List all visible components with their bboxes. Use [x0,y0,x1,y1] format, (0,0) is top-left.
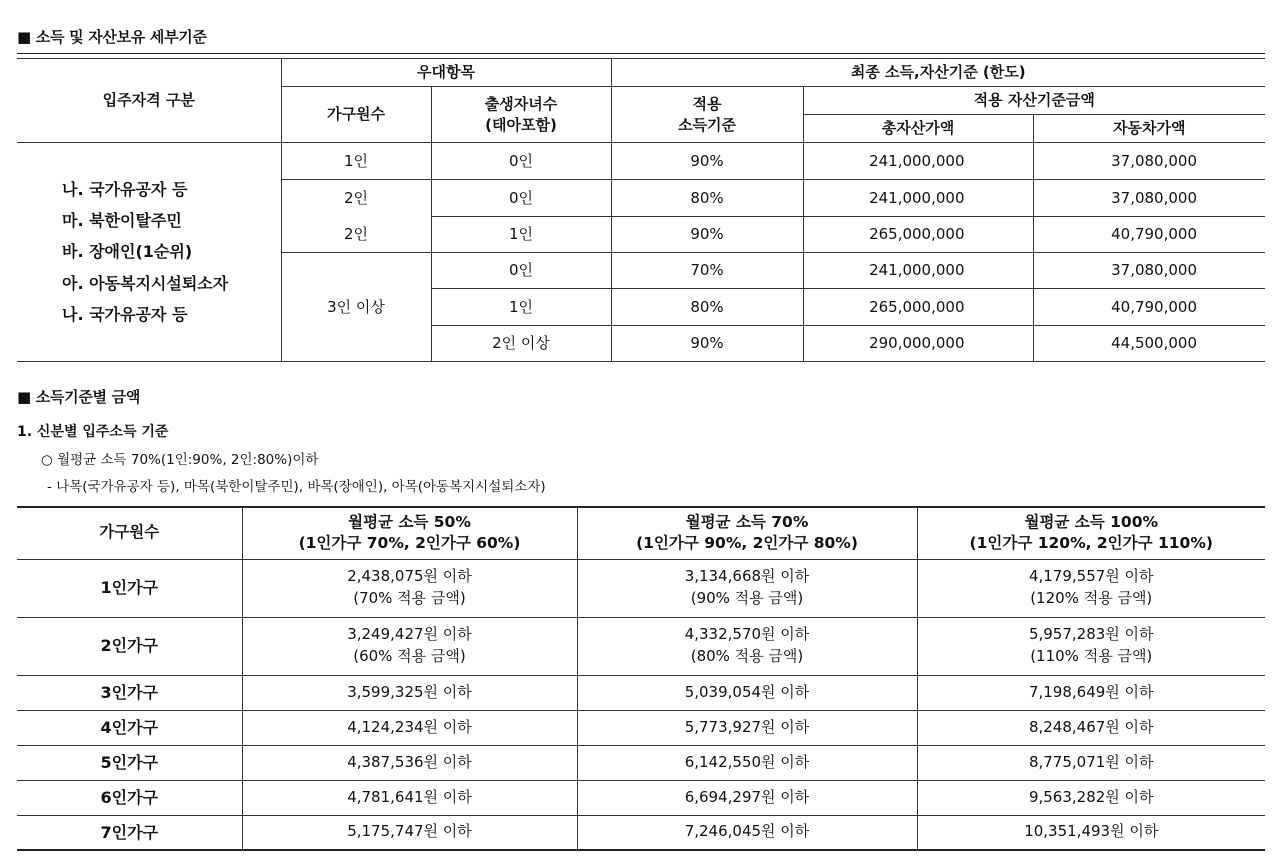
amount-note: (120% 적용 금액) [1030,589,1153,607]
header-qualification: 입주자격 구분 [17,59,281,143]
children-cell: 1인 [431,217,611,253]
document [17,18,1265,856]
income-50-cell: 4,781,641원 이하 [242,780,577,815]
income-100-cell: 7,198,649원 이하 [917,675,1265,710]
income-100-cell [917,559,1265,617]
category-item: 아. 아동복지시설퇴소자 [62,273,229,293]
total-assets-cell: 265,000,000 [803,217,1033,253]
children-cell: 0인 [431,180,611,217]
car-value-cell: 44,500,000 [1033,326,1265,362]
children-cell: 0인 [431,143,611,180]
total-assets-cell: 290,000,000 [803,326,1033,362]
income-70-cell: 5,039,054원 이하 [577,675,917,710]
household-cell: 2인 [281,180,431,217]
children-cell: 0인 [431,253,611,289]
header-car-value: 자동차가액 [1033,115,1265,143]
row-label: 2인가구 [17,617,242,675]
income-70-cell: 6,142,550원 이하 [577,745,917,780]
income-50-cell: 4,387,536원 이하 [242,745,577,780]
section2-title: ■ 소득기준별 금액 [17,388,141,406]
children-cell: 1인 [431,289,611,326]
header-income-100-line1: 월평균 소득 100% [1024,512,1159,531]
income-cell: 80% [611,180,803,217]
header-income-50-line2: (1인가구 70%, 2인가구 60%) [298,534,521,553]
household-cell: 3인 이상 [281,253,431,362]
household-cell: 2인 [281,217,431,253]
row-label: 4인가구 [17,710,242,745]
header-household: 가구원수 [281,87,431,143]
income-100-cell: 8,248,467원 이하 [917,710,1265,745]
header-income [611,87,803,143]
amount: 2,438,075원 이하 [347,567,472,586]
header-children [431,87,611,143]
income-70-cell [577,559,917,617]
category-item: 나. 국가유공자 등 [62,180,188,200]
header-income-70-line1: 월평균 소득 70% [685,512,809,531]
car-value-cell: 37,080,000 [1033,143,1265,180]
income-bullet: ○ 월평균 소득 70%(1인:90%, 2인:80%)이하 [41,452,319,468]
income-70-cell: 5,773,927원 이하 [577,710,917,745]
top-rule [17,53,1265,54]
header-income-70-line2: (1인가구 90%, 2인가구 80%) [636,534,858,553]
header-income-50-line1: 월평균 소득 50% [348,512,471,531]
income-50-cell: 5,175,747원 이하 [242,815,577,850]
car-value-cell: 37,080,000 [1033,253,1265,289]
header-income-line1: 적용 [692,95,722,114]
car-value-cell: 40,790,000 [1033,217,1265,253]
income-cell: 70% [611,253,803,289]
row-label: 6인가구 [17,780,242,815]
header-total-assets: 총자산가액 [803,115,1033,143]
amount: 3,249,427원 이하 [347,625,472,644]
row-label: 3인가구 [17,675,242,710]
row-label: 5인가구 [17,745,242,780]
income-100-cell: 8,775,071원 이하 [917,745,1265,780]
section1-title: ■ 소득 및 자산보유 세부기준 [17,28,207,46]
amount-note: (90% 적용 금액) [690,589,804,607]
category-item: 바. 장애인(1순위) [62,242,193,262]
income-note: - 나목(국가유공자 등), 마목(북한이탈주민), 바목(장애인), 아목(아동복지시설퇴소자) [47,479,546,495]
total-assets-cell: 241,000,000 [803,143,1033,180]
category-item: 마. 북한이탈주민 [62,211,182,231]
header-household: 가구원수 [17,507,242,559]
header-income-line2: 소득기준 [678,115,736,134]
household-cell: 1인 [281,143,431,180]
header-income-50 [242,507,577,559]
header-children-line2: (태아포함) [485,115,557,134]
amount: 4,179,557원 이하 [1028,567,1154,586]
header-preference: 우대항목 [281,59,611,87]
amount: 5,957,283원 이하 [1028,625,1154,644]
car-value-cell: 37,080,000 [1033,180,1265,217]
income-cell: 90% [611,217,803,253]
children-cell: 2인 이상 [431,326,611,362]
car-value-cell: 40,790,000 [1033,289,1265,326]
income-70-cell: 6,694,297원 이하 [577,780,917,815]
header-final: 최종 소득,자산기준 (한도) [611,59,1265,87]
income-amount-table [17,506,1265,851]
section2-subtitle: 1. 신분별 입주소득 기준 [17,424,169,440]
row-label: 7인가구 [17,815,242,850]
income-50-cell [242,559,577,617]
header-income-100 [917,507,1265,559]
income-cell: 90% [611,143,803,180]
header-income-100-line2: (1인가구 120%, 2인가구 110%) [969,534,1213,553]
income-100-cell: 10,351,493원 이하 [917,815,1265,850]
total-assets-cell: 241,000,000 [803,253,1033,289]
row-label: 1인가구 [17,559,242,617]
header-income-70 [577,507,917,559]
income-50-cell [242,617,577,675]
income-cell: 90% [611,326,803,362]
amount-note: (110% 적용 금액) [1030,647,1153,665]
total-assets-cell: 241,000,000 [803,180,1033,217]
amount-note: (70% 적용 금액) [353,589,466,607]
header-asset-group: 적용 자산기준금액 [803,87,1265,115]
income-50-cell: 3,599,325원 이하 [242,675,577,710]
income-70-cell: 7,246,045원 이하 [577,815,917,850]
income-70-cell [577,617,917,675]
category-item: 나. 국가유공자 등 [62,304,188,324]
income-cell: 80% [611,289,803,326]
amount-note: (60% 적용 금액) [353,647,466,665]
amount-note: (80% 적용 금액) [690,647,804,665]
amount: 3,134,668원 이하 [684,567,810,586]
income-100-cell: 9,563,282원 이하 [917,780,1265,815]
total-assets-cell: 265,000,000 [803,289,1033,326]
header-children-line1: 출생자녀수 [484,95,558,114]
asset-criteria-table [17,58,1265,362]
income-100-cell [917,617,1265,675]
income-50-cell: 4,124,234원 이하 [242,710,577,745]
qualification-categories [17,143,281,362]
amount: 4,332,570원 이하 [684,625,810,644]
